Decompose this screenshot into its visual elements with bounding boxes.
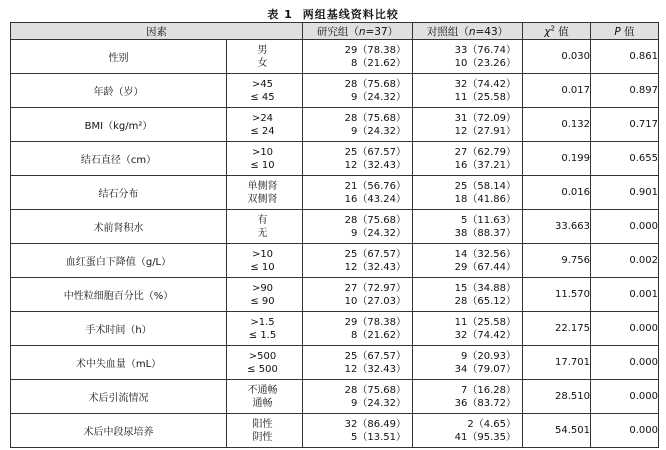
group-label: 有	[257, 214, 268, 226]
chi-square-value: 11.570	[523, 278, 591, 312]
chi-square-value: 0.132	[523, 108, 591, 142]
control-value: 9（20.93）	[461, 350, 516, 362]
control-group-cell	[413, 40, 523, 74]
table-row	[11, 40, 659, 74]
study-group-cell	[303, 108, 413, 142]
chi-square-value: 33.663	[523, 210, 591, 244]
p-value: 0.861	[591, 40, 659, 74]
header-control-group: 对照组（n=43）	[413, 23, 523, 40]
study-group-cell	[303, 414, 413, 448]
group-cell	[227, 346, 303, 380]
chi-square-value: 0.030	[523, 40, 591, 74]
table-row	[11, 210, 659, 244]
control-group-cell	[413, 346, 523, 380]
control-group-cell	[413, 312, 523, 346]
chi-square-value: 54.501	[523, 414, 591, 448]
study-group-cell	[303, 176, 413, 210]
group-cell	[227, 278, 303, 312]
group-label: >24	[251, 112, 274, 124]
group-cell	[227, 312, 303, 346]
header-p-value: P 值	[591, 23, 659, 40]
study-value: 25（67.57）	[344, 146, 406, 158]
chi-square-value: 22.175	[523, 312, 591, 346]
control-value: 7（16.28）	[461, 384, 516, 396]
factor-cell: 年龄（岁）	[11, 74, 227, 108]
table-row	[11, 142, 659, 176]
table-header-row	[11, 23, 659, 40]
control-group-cell	[413, 176, 523, 210]
factor-cell: 术前肾积水	[11, 210, 227, 244]
chi-square-value: 28.510	[523, 380, 591, 414]
header-chi-square: $\chi^2$ 值	[523, 23, 591, 40]
chi-square-value: 9.756	[523, 244, 591, 278]
group-cell	[227, 210, 303, 244]
study-value: 9（24.32）	[351, 397, 406, 409]
control-value: 38（88.37）	[454, 227, 516, 239]
control-group-cell	[413, 278, 523, 312]
group-label: >500	[248, 350, 277, 362]
group-label: 阴性	[252, 431, 273, 443]
factor-cell: BMI（kg/m²）	[11, 108, 227, 142]
table-row	[11, 108, 659, 142]
header-study-group: 研究组（n=37）	[303, 23, 413, 40]
table-number: 表 1	[267, 8, 293, 21]
study-value: 29（78.38）	[344, 316, 406, 328]
p-value: 0.000	[591, 380, 659, 414]
group-label: >90	[251, 282, 274, 294]
control-group-cell	[413, 414, 523, 448]
study-group-cell	[303, 40, 413, 74]
group-cell	[227, 414, 303, 448]
group-cell	[227, 40, 303, 74]
control-group-cell	[413, 108, 523, 142]
control-group-cell	[413, 380, 523, 414]
study-value: 10（27.03）	[344, 295, 406, 307]
group-label: 男	[257, 44, 268, 56]
group-cell	[227, 380, 303, 414]
group-label: >10	[251, 248, 274, 260]
control-group-cell	[413, 244, 523, 278]
control-value: 10（23.26）	[454, 57, 516, 69]
study-value: 27（72.97）	[344, 282, 406, 294]
chi-square-value: 0.199	[523, 142, 591, 176]
p-value: 0.000	[591, 414, 659, 448]
study-value: 25（67.57）	[344, 350, 406, 362]
p-value: 0.001	[591, 278, 659, 312]
study-value: 9（24.32）	[351, 125, 406, 137]
study-value: 28（75.68）	[344, 78, 406, 90]
table-title: 两组基线资料比较	[302, 8, 399, 21]
factor-cell: 性别	[11, 40, 227, 74]
table-row	[11, 346, 659, 380]
study-group-cell	[303, 74, 413, 108]
chi-square-value: 17.701	[523, 346, 591, 380]
control-value: 28（65.12）	[454, 295, 516, 307]
control-group-cell	[413, 142, 523, 176]
study-value: 12（32.43）	[344, 363, 406, 375]
study-value: 29（78.38）	[344, 44, 406, 56]
control-value: 41（95.35）	[454, 431, 516, 443]
group-label: >1.5	[250, 316, 275, 328]
control-value: 18（41.86）	[454, 193, 516, 205]
group-label: 双侧肾	[247, 193, 278, 205]
study-value: 28（75.68）	[344, 384, 406, 396]
study-value: 25（67.57）	[344, 248, 406, 260]
control-value: 34（79.07）	[454, 363, 516, 375]
study-value: 28（75.68）	[344, 214, 406, 226]
group-label: 单侧肾	[247, 180, 278, 192]
study-value: 5（13.51）	[351, 431, 406, 443]
group-cell	[227, 176, 303, 210]
baseline-table	[10, 22, 659, 448]
group-label: 不通畅	[247, 384, 278, 396]
factor-cell: 术后引流情况	[11, 380, 227, 414]
table-row	[11, 244, 659, 278]
study-group-cell	[303, 244, 413, 278]
control-value: 32（74.42）	[454, 78, 516, 90]
study-value: 21（56.76）	[344, 180, 406, 192]
factor-cell: 血红蛋白下降值（g/L）	[11, 244, 227, 278]
group-label: ≤ 1.5	[248, 329, 277, 341]
factor-cell: 术中失血量（mL）	[11, 346, 227, 380]
table-row	[11, 414, 659, 448]
group-label: >45	[251, 78, 274, 90]
control-group-cell	[413, 210, 523, 244]
table-row	[11, 312, 659, 346]
chi-square-value: 0.016	[523, 176, 591, 210]
control-value: 27（62.79）	[454, 146, 516, 158]
group-label: 女	[257, 57, 268, 69]
control-value: 5（11.63）	[461, 214, 516, 226]
p-value: 0.655	[591, 142, 659, 176]
table-row	[11, 278, 659, 312]
study-value: 12（32.43）	[344, 261, 406, 273]
p-value: 0.897	[591, 74, 659, 108]
study-value: 8（21.62）	[351, 329, 406, 341]
control-value: 33（76.74）	[454, 44, 516, 56]
study-value: 9（24.32）	[351, 91, 406, 103]
control-value: 15（34.88）	[454, 282, 516, 294]
study-value: 9（24.32）	[351, 227, 406, 239]
control-value: 32（74.42）	[454, 329, 516, 341]
factor-cell: 结石直径（cm）	[11, 142, 227, 176]
group-label: ≤ 45	[250, 91, 275, 103]
study-group-cell	[303, 380, 413, 414]
control-value: 16（37.21）	[454, 159, 516, 171]
control-value: 25（58.14）	[454, 180, 516, 192]
table-caption	[0, 6, 666, 22]
control-value: 11（25.58）	[454, 316, 516, 328]
group-label: ≤ 10	[250, 159, 275, 171]
control-value: 12（27.91）	[454, 125, 516, 137]
group-cell	[227, 74, 303, 108]
control-group-cell	[413, 74, 523, 108]
control-value: 36（83.72）	[454, 397, 516, 409]
factor-cell: 术后中段尿培养	[11, 414, 227, 448]
study-value: 32（86.49）	[344, 418, 406, 430]
control-value: 2（4.65）	[467, 418, 516, 430]
study-value: 12（32.43）	[344, 159, 406, 171]
group-cell	[227, 244, 303, 278]
factor-cell: 结石分布	[11, 176, 227, 210]
study-group-cell	[303, 278, 413, 312]
study-group-cell	[303, 312, 413, 346]
group-label: ≤ 24	[250, 125, 275, 137]
p-value: 0.002	[591, 244, 659, 278]
table-row	[11, 74, 659, 108]
study-value: 16（43.24）	[344, 193, 406, 205]
p-value: 0.000	[591, 210, 659, 244]
header-factor: 因素	[11, 23, 303, 40]
study-group-cell	[303, 142, 413, 176]
study-value: 28（75.68）	[344, 112, 406, 124]
control-value: 31（72.09）	[454, 112, 516, 124]
group-label: 通畅	[252, 397, 273, 409]
group-cell	[227, 142, 303, 176]
group-label: ≤ 500	[247, 363, 278, 375]
p-value: 0.717	[591, 108, 659, 142]
study-group-cell	[303, 346, 413, 380]
p-value: 0.000	[591, 346, 659, 380]
group-cell	[227, 108, 303, 142]
p-value: 0.901	[591, 176, 659, 210]
study-value: 8（21.62）	[351, 57, 406, 69]
p-value: 0.000	[591, 312, 659, 346]
study-group-cell	[303, 210, 413, 244]
group-label: 阳性	[252, 418, 273, 430]
table-row	[11, 176, 659, 210]
control-value: 14（32.56）	[454, 248, 516, 260]
factor-cell: 手术时间（h）	[11, 312, 227, 346]
control-value: 29（67.44）	[454, 261, 516, 273]
group-label: ≤ 90	[250, 295, 275, 307]
factor-cell: 中性粒细胞百分比（%）	[11, 278, 227, 312]
chi-square-value: 0.017	[523, 74, 591, 108]
group-label: >10	[251, 146, 274, 158]
control-value: 11（25.58）	[454, 91, 516, 103]
group-label: ≤ 10	[250, 261, 275, 273]
group-label: 无	[257, 227, 268, 239]
table-row	[11, 380, 659, 414]
